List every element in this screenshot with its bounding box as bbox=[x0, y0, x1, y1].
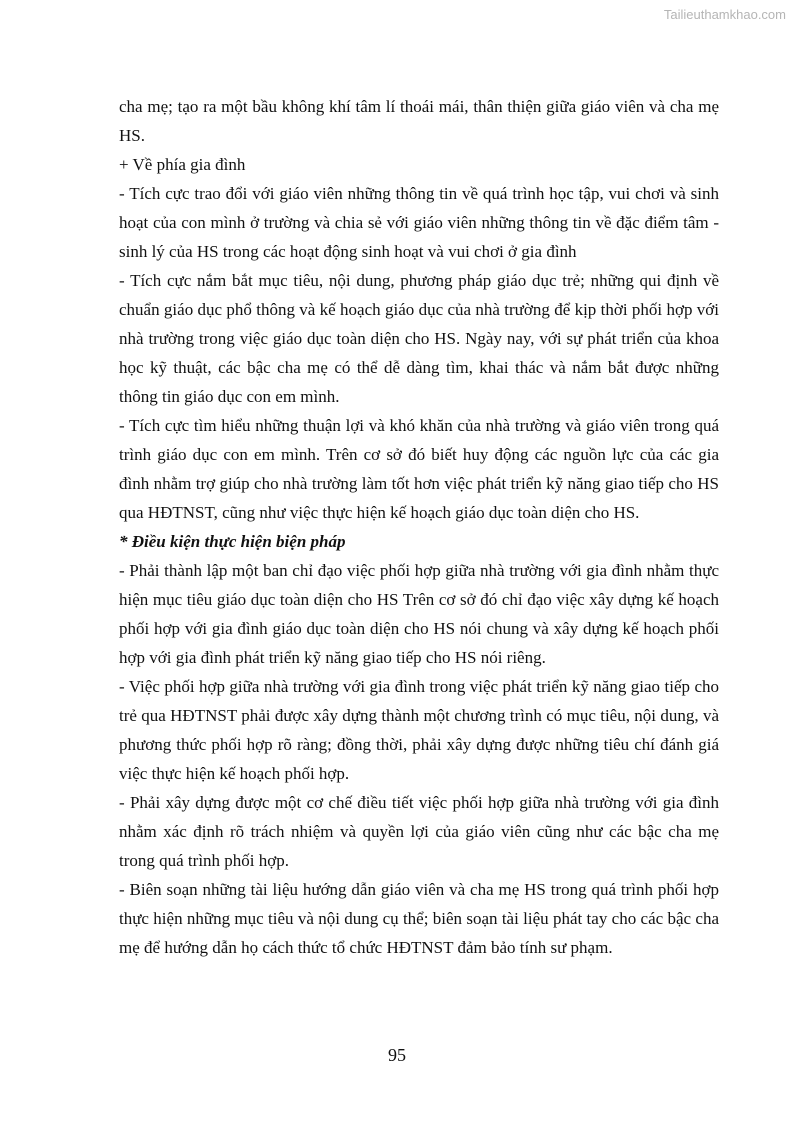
watermark: Tailieuthamkhao.com bbox=[663, 7, 786, 22]
paragraph-1: cha mẹ; tạo ra một bầu không khí tâm lí thoái mái, thân thiện giữa giáo viên và cha mẹ HS. bbox=[119, 97, 719, 145]
section-heading: * Điều kiện thực hiện biện pháp bbox=[119, 532, 346, 551]
paragraph-2: + Về phía gia đình bbox=[119, 155, 246, 174]
paragraph-10: - Biên soạn những tài liệu hướng dẫn giáo viên và cha mẹ HS trong quá trình phối hợp thực hiện những mục tiêu và nội dung cụ thể; biên soạn tài liệu phát tay cho các bậc cha mẹ để hướng dẫn họ cách thức tổ chức HĐTNST đảm bảo tính sư phạm. bbox=[119, 880, 719, 957]
paragraph-8: - Việc phối hợp giữa nhà trường với gia đình trong việc phát triển kỹ năng giao tiếp cho trẻ qua HĐTNST phải được xây dựng thành một chương trình có mục tiêu, nội dung, và phương thức phối hợp rõ ràng; đồng thời, phải xây dựng được những tiêu chí đánh giá việc thực hiện kế hoạch phối hợp. bbox=[119, 677, 719, 783]
paragraph-5: - Tích cực tìm hiểu những thuận lợi và khó khăn của nhà trường và giáo viên trong quá trình giáo dục con em mình. Trên cơ sở đó biết huy động các nguồn lực của các gia đình nhằm trợ giúp cho nhà trường làm tốt hơn việc phát triển kỹ năng giao tiếp cho HS qua HĐTNST, cũng như việc thực hiện kế hoạch giáo dục toàn diện cho HS. bbox=[119, 416, 719, 522]
paragraph-3: - Tích cực trao đổi với giáo viên những thông tin về quá trình học tập, vui chơi và sinh hoạt của con mình ở trường và chia sẻ với giáo viên những thông tin về đặc điểm tâm - sinh lý của HS trong các hoạt động sinh hoạt và vui chơi ở gia đình bbox=[119, 184, 719, 261]
paragraph-4: - Tích cực nắm bắt mục tiêu, nội dung, phương pháp giáo dục trẻ; những qui định về chuẩn giáo dục phổ thông và kế hoạch giáo dục của nhà trường để kịp thời phối hợp với nhà trường trong việc giáo dục toàn diện cho HS. Ngày nay, với sự phát triển của khoa học kỹ thuật, các bậc cha mẹ có thể dễ dàng tìm, khai thác và nắm bắt được những thông tin giáo dục con em mình. bbox=[119, 271, 719, 406]
page-number: 95 bbox=[388, 1045, 406, 1065]
paragraph-9: - Phải xây dựng được một cơ chế điều tiết việc phối hợp giữa nhà trường với gia đình nhằm xác định rõ trách nhiệm và quyền lợi của giáo viên cũng như các bậc cha mẹ trong quá trình phối hợp. bbox=[119, 793, 719, 870]
paragraph-7: - Phải thành lập một ban chỉ đạo việc phối hợp giữa nhà trường với gia đình nhằm thực hiện mục tiêu giáo dục toàn diện cho HS Trên cơ sở đó chỉ đạo việc xây dựng kế hoạch phối hợp với gia đình giáo dục toàn diện cho HS nói chung và xây dựng kế hoạch phối hợp với gia đình phát triển kỹ năng giao tiếp cho HS nói riêng. bbox=[119, 561, 719, 667]
page-body bbox=[119, 92, 719, 962]
